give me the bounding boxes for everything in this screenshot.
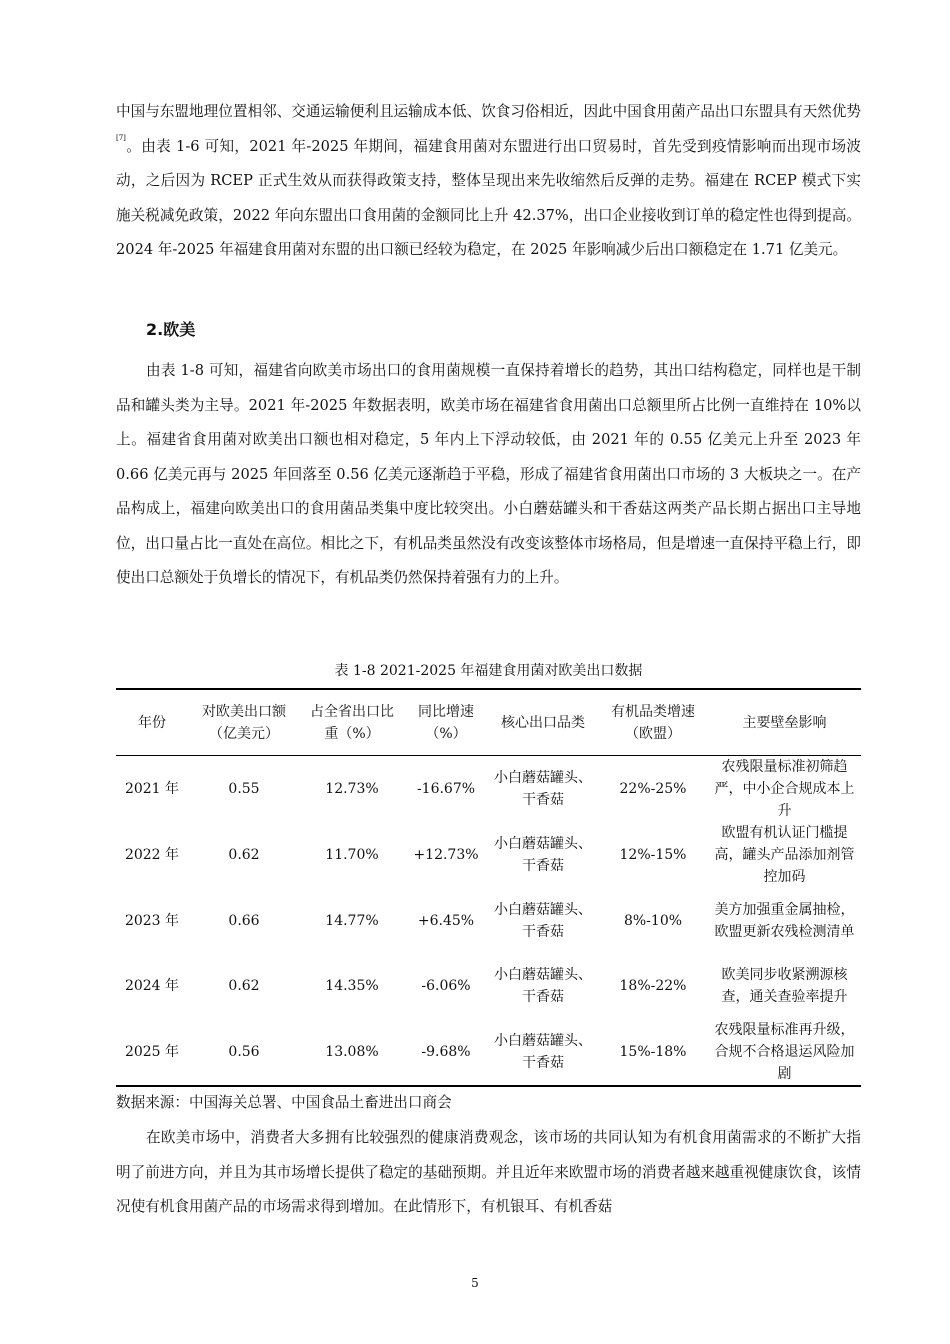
header-core-category: 核心出口品类: [488, 689, 598, 756]
cell-organic-growth: 18%-22%: [619, 978, 687, 995]
cell-growth: -16.67%: [416, 781, 476, 797]
cell-core-category: 小白蘑菇罐头、干香菇: [494, 967, 592, 1006]
header-barriers: 主要壁垒影响: [708, 689, 861, 756]
export-data-table: [116, 688, 861, 1087]
cell-year: 2023 年: [124, 912, 180, 929]
cell-export-amount: 0.62: [228, 847, 260, 863]
cell-share: 11.70%: [325, 847, 379, 863]
table-header-row: [116, 689, 861, 756]
cell-barriers: 农残限量标准初筛趋严，中小企合规成本上升: [714, 759, 855, 819]
cell-share: 14.77%: [325, 912, 379, 929]
header-growth: 同比增速（%）: [404, 689, 488, 756]
cell-growth: -9.68%: [404, 1019, 488, 1086]
cell-year: 2022 年: [124, 847, 180, 863]
cell-barriers: 欧盟有机认证门槛提高，罐头产品添加剂管控加码: [714, 825, 855, 885]
page-number: 5: [471, 1276, 479, 1290]
cell-organic-growth: 22%-25%: [619, 781, 687, 797]
header-export-amount: 对欧美出口额（亿美元）: [188, 689, 300, 756]
cell-share: 13.08%: [300, 1019, 404, 1086]
cell-year: 2021 年: [124, 781, 180, 797]
cell-share: 12.73%: [325, 781, 379, 797]
header-organic-growth: 有机品类增速（欧盟）: [598, 689, 708, 756]
cell-core-category: 小白蘑菇罐头、干香菇: [494, 836, 592, 874]
cell-organic-growth: 15%-18%: [598, 1019, 708, 1086]
cell-export-amount: 0.55: [228, 781, 260, 797]
paragraph-europe-america: 由表 1-8 可知，福建省向欧美市场出口的食用菌规模一直保持着增长的趋势，其出口结构稳定，同样也是干制品和罐头类为主导。2021 年-2025 年数据表明，欧美市场在福建省食用菌出口总额里所占比例一直维持在 10%以上。福建省食用菌对欧美出口额也相对稳定，5 年内上下浮动较低，由 2021 年的 0.55 亿美元上升至 2023 年 0.66 亿美元再与 2025 年回落至 0.56 亿美元逐渐趋于平稳，形成了福建省食用菌出口市场的 3 大板块之一。在产品构成上，福建向欧美出口的食用菌品类集中度比较突出。小白蘑菇罐头和干香菇这两类产品长期占据出口主导地位，出口量占比一直处在高位。相比之下，有机品类虽然没有改变该整体市场格局，但是增速一直保持平稳上行，即使出口总额处于负增长的情况下，有机品类仍然保持着强有力的上升。: [116, 362, 861, 586]
paragraph-consumers: 在欧美市场中，消费者大多拥有比较强烈的健康消费观念，该市场的共同认知为有机食用菌需求的不断扩大指明了前进方向，并且为其市场增长提供了稳定的基础预期。并且近年来欧盟市场的消费者越来越重视健康饮食，该情况使有机食用菌产品的市场需求得到增加。在此情形下，有机银耳、有机香菇: [116, 1129, 861, 1215]
header-year: 年份: [116, 689, 188, 756]
cell-organic-growth: 12%-15%: [619, 847, 687, 863]
cell-export-amount: 0.66: [228, 912, 260, 929]
cell-barriers: 农残限量标准再升级，合规不合格退运风险加剧: [708, 1019, 861, 1086]
cell-year: 2025 年: [116, 1019, 188, 1086]
cell-growth: -6.06%: [421, 978, 471, 995]
cell-core-category: 小白蘑菇罐头、干香菇: [494, 901, 592, 940]
cell-growth: +6.45%: [417, 912, 475, 929]
cell-year: 2024 年: [124, 978, 180, 995]
cell-barriers: 欧美同步收紧溯源核查，通关查验率提升: [721, 967, 848, 1006]
cell-core-category: 小白蘑菇罐头、干香菇: [488, 1019, 598, 1086]
cell-export-amount: 0.56: [188, 1019, 300, 1086]
paragraph-asean-part2: 。由表 1-6 可知，2021 年-2025 年期间，福建食用菌对东盟进行出口贸易时，首先受到疫情影响而出现市场波动，之后因为 RCEP 正式生效从而获得政策支持，整体呈现出来先收缩然后反弹的走势。福建在 RCEP 模式下实施关税减免政策，2022 年向东盟出口食用菌的金额同比上升 42.37%，出口企业接收到订单的稳定性也得到提高。2024 年-2025 年福建食用菌对东盟的出口额已经较为稳定，在 2025 年影响减少后出口额稳定在 1.71 亿美元。: [116, 137, 861, 258]
citation-marker: [7]: [116, 133, 126, 142]
section-heading: 2.欧美: [146, 320, 196, 339]
paragraph-asean: [116, 95, 861, 268]
cell-core-category: 小白蘑菇罐头、干香菇: [494, 770, 592, 808]
table-row: [116, 954, 861, 1020]
table-row: [116, 1019, 861, 1086]
header-share: 占全省出口比重（%）: [300, 689, 404, 756]
table-row: [116, 756, 861, 823]
table-row: [116, 822, 861, 888]
cell-export-amount: 0.62: [228, 978, 260, 995]
cell-growth: +12.73%: [413, 847, 479, 863]
cell-barriers: 美方加强重金属抽检，欧盟更新农残检测清单: [714, 901, 855, 940]
data-source-note: 数据来源：中国海关总署、中国食品土畜进出口商会: [116, 1094, 452, 1111]
table-caption: 表 1-8 2021-2025 年福建食用菌对欧美出口数据: [334, 663, 643, 679]
table-row: [116, 888, 861, 954]
cell-share: 14.35%: [325, 978, 379, 995]
paragraph-asean-part1: 中国与东盟地理位置相邻、交通运输便利且运输成本低、饮食习俗相近，因此中国食用菌产品出口东盟具有天然优势: [116, 103, 861, 120]
cell-organic-growth: 8%-10%: [623, 912, 683, 929]
